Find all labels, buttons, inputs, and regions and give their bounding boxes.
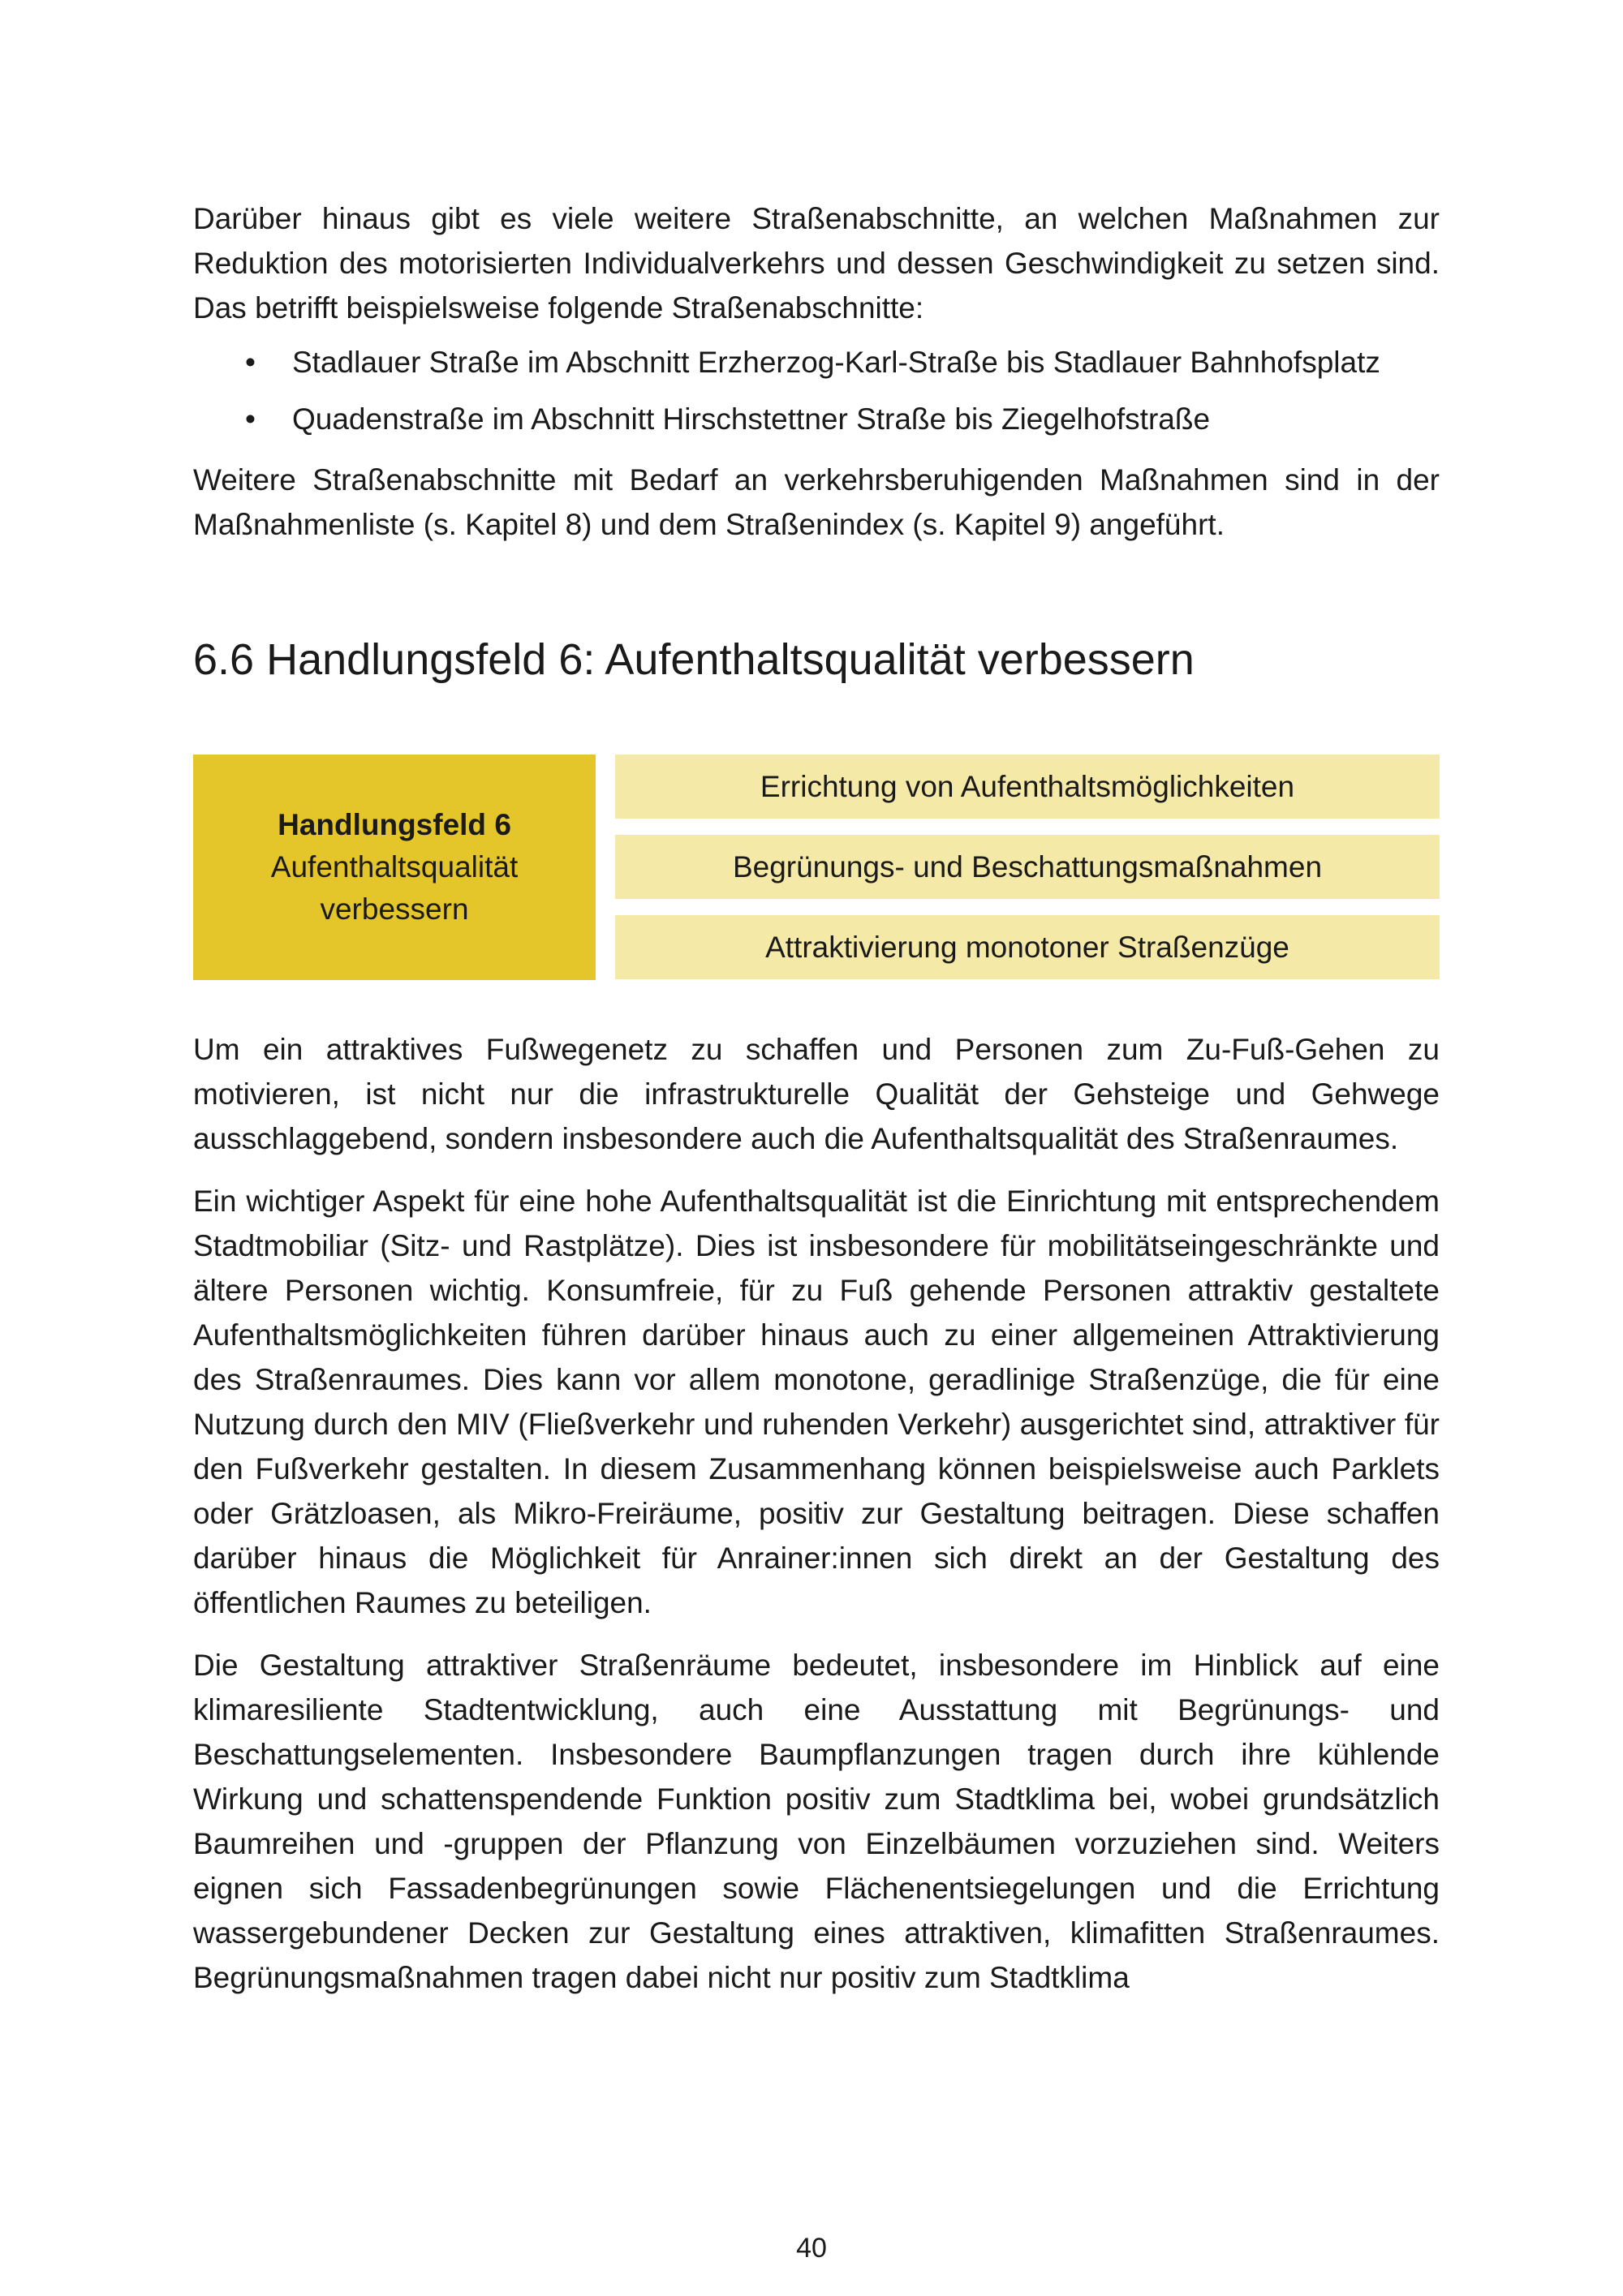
- handlungsfeld-measures: [615, 755, 1440, 979]
- intro-paragraph: Darüber hinaus gibt es viele weitere Straßenabschnitte, an welchen Maßnahmen zur Reduktion des motorisierten Individualverkehrs und dessen Geschwindigkeit zu setzen sind. Das betrifft beispielsweise folgende Straßenabschnitte:: [193, 202, 1440, 325]
- handlungsfeld-diagram: [193, 755, 1440, 980]
- list-item: [193, 397, 1440, 441]
- street-section-list: [193, 340, 1440, 441]
- handlungsfeld-subtitle-line2: verbessern: [320, 892, 469, 926]
- handlungsfeld-subtitle-line1: Aufenthaltsqualität: [270, 850, 519, 884]
- handlungsfeld-title: Handlungsfeld 6: [278, 808, 511, 841]
- list-item: [193, 340, 1440, 385]
- list-item-text: Quadenstraße im Abschnitt Hirschstettner Straße bis Ziegelhofstraße: [292, 402, 1211, 436]
- bullet-icon: •: [245, 402, 256, 436]
- measure-item: Attraktivierung monotoner Straßenzüge: [615, 915, 1440, 979]
- body-paragraph: Die Gestaltung attraktiver Straßenräume bedeutet, insbesondere im Hinblick auf eine klimaresiliente Stadtentwicklung, auch eine Ausstattung mit Begrünungs- und Beschattungselementen. Insbesondere Baumpflanzungen tragen durch ihre kühlende Wirkung und schattenspendende Funktion positiv zum Stadtklima bei, wobei grundsätzlich Baumreihen und -gruppen der Pflanzung von Einzelbäumen vorzuziehen sind. Weiters eignen sich Fassadenbegrünungen sowie Flächenentsiegelungen und die Errichtung wassergebundener Decken zur Gestaltung eines attraktiven, klimafitten Straßenraumes. Begrünungsmaßnahmen tragen dabei nicht nur positiv zum Stadtklima: [193, 1649, 1440, 1994]
- measure-item: Errichtung von Aufenthaltsmöglichkeiten: [615, 755, 1440, 819]
- list-item-text: Stadlauer Straße im Abschnitt Erzherzog-Karl-Straße bis Stadlauer Bahnhofsplatz: [292, 346, 1380, 379]
- page-number: 40: [796, 2233, 827, 2264]
- after-list-paragraph: Weitere Straßenabschnitte mit Bedarf an verkehrsberuhigenden Maßnahmen sind in der Maßnahmenliste (s. Kapitel 8) und dem Straßenindex (s. Kapitel 9) angeführt.: [193, 463, 1440, 541]
- page-content: [193, 196, 1440, 2000]
- handlungsfeld-main-box: [193, 755, 596, 980]
- body-paragraph: Um ein attraktives Fußwegenetz zu schaffen und Personen zum Zu-Fuß-Gehen zu motivieren, ist nicht nur die infrastrukturelle Qualität der Gehsteige und Gehwege ausschlaggebend, sondern insbesondere auch die Aufenthaltsqualität des Straßenraumes.: [193, 1033, 1440, 1155]
- section-heading: 6.6 Handlungsfeld 6: Aufenthaltsqualität verbessern: [193, 635, 1195, 684]
- body-paragraph: Ein wichtiger Aspekt für eine hohe Aufenthaltsqualität ist die Einrichtung mit entsprechendem Stadtmobiliar (Sitz- und Rastplätze). Dies ist insbesondere für mobilitätseingeschränkte und ältere Personen wichtig. Konsumfreie, für zu Fuß gehende Personen attraktiv gestaltete Aufenthaltsmöglichkeiten führen darüber hinaus auch zu einer allgemeinen Attraktivierung des Straßenraumes. Dies kann vor allem monotone, geradlinige Straßenzüge, die für eine Nutzung durch den MIV (Fließverkehr und ruhenden Verkehr) ausgerichtet sind, attraktiver für den Fußverkehr gestalten. In diesem Zusammenhang können beispielsweise auch Parklets oder Grätzloasen, als Mikro-Freiräume, positiv zur Gestaltung beitragen. Diese schaffen darüber hinaus die Möglichkeit für Anrainer:innen sich direkt an der Gestaltung des öffentlichen Raumes zu beteiligen.: [193, 1185, 1440, 1619]
- measure-item: Begrünungs- und Beschattungsmaßnahmen: [615, 835, 1440, 899]
- bullet-icon: •: [245, 346, 256, 379]
